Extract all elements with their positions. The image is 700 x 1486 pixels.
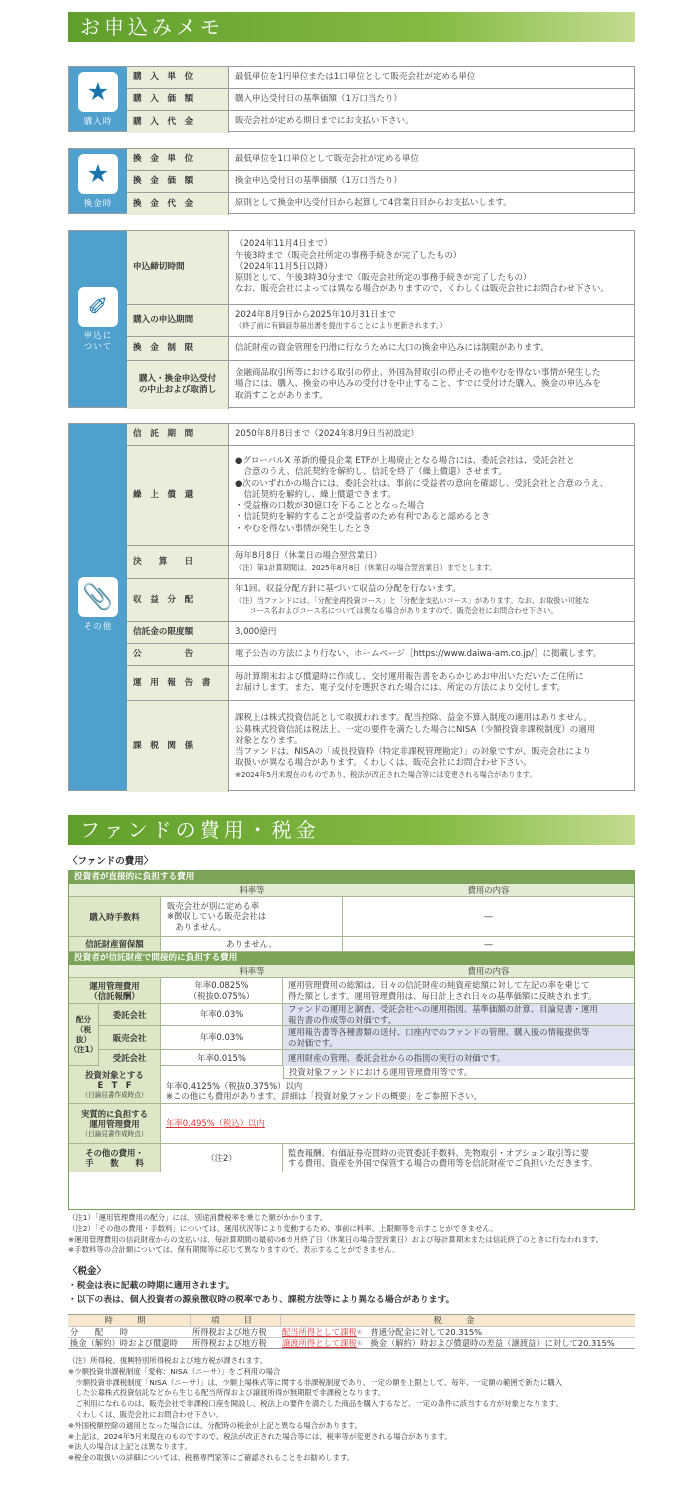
effective-row [69,1104,634,1144]
alloc-content: 運用財産の管理、委託会社からの指図の実行の対価です。 [283,1050,634,1066]
row-key: 購 入 単 位 [127,67,229,88]
row-value: 購入申込受付日の基準価額（1万口当たり） [235,93,402,104]
row-value: ●グローバルX 革新的優良企業 ETFが上場廃止となる場合には、委託会社は、受託会社と 合意のうえ、信託契約を解約し、信託を終了（繰上償還）させます。 ●次のいずれかの場合には、委託会社は、事前に受益者の意向を確認し、受託会社と合意のうえ、 信託契約を解約し、繰上償還できます。 ・受益権の口数が30億口を下ることとなった場合 ・信託契約を解約することが受益者のため有利であると認めるとき ・やむを得ない事情が発生したとき [235,456,609,534]
memo-row [127,193,634,215]
col-rate-header: 料率等 [161,884,343,897]
memo-row [127,305,634,337]
other-fees-label [69,1144,161,1172]
tax-col-tax: 税 金 [280,1315,635,1326]
row-value [229,305,634,336]
mgmt-fee-label [69,978,161,1003]
row-value [229,579,634,621]
tax-col-item: 項 目 [190,1315,280,1326]
fee-notes: （注1）「運用管理費用の配分」には、別途消費税率を乗じた額がかかります。 （注2）「その他の費用・手数料」については、運用状況等により変動するため、事前に料率、上限額等を示すことができません。 ※運用管理費用の信託財産からの支払いは、毎計算期間の最初の6カ月終了日（休業日の場合翌営業日）および毎計算期末または信託終了のときに行なわれます。 ※手数料等の合計額については、保有期間等に応じて異なりますので、表示することができません。 [68,1213,604,1255]
direct-cost-heading: 投資者が直接的に負担する費用 [69,871,634,884]
memo-row [127,446,634,546]
row-value-note: ※2024年5月末現在のものであり、税法が改正された場合等には変更される場合があります。 [235,769,537,779]
mgmt-fee-rate: 年率0.0825% （税抜0.075%） [161,978,283,1003]
effective-label-3: （目論見書作成時点） [81,1129,148,1138]
purchase-fee-row [69,897,634,937]
exchange-person-icon: ★ [78,154,118,194]
row-value-note: （注）第1計算期間は、2025年8月8日（休業日の場合翌営業日）までとします。 [235,562,497,572]
tax-note-mark: ④ [356,1329,363,1336]
tax-desc: 普通分配金に対して20.315% [370,1327,482,1337]
row-value: 2050年8月8日まで（2024年8月9日当初設定） [235,428,419,439]
row-value: （2024年11月4日まで） 午後3時まで（販売会社所定の事務手続きが完了したもの） （2024年11月5日以降） 原則として、午後3時30分まで（販売会社所定の事務手続きが完了したもの） なお、販売会社によっては異なる場合がありますので、くわしくは販売会社にお問合わせ下さい。 [235,239,609,295]
tax-row [68,1326,635,1337]
memo-row [127,111,634,133]
alloc-party: 販売会社 [99,1026,161,1049]
row-key: 信 託 期 間 [127,424,229,445]
row-key: 公 告 [127,644,229,665]
other-fees-label-2: 手 数 料 [85,1158,144,1168]
exchange-side [69,149,127,213]
row-value: 販売会社が定める期日までにお支払い下さい。 [235,116,414,127]
memo-row [127,149,634,171]
purchase-fee-label: 購入時手数料 [69,897,161,936]
tax-time: 換金（解約）時および償還時 [70,1338,178,1348]
row-value-main: 2024年8月9日から2025年10月31日まで [235,309,396,320]
tax-note-mark: ④ [356,1340,363,1347]
memo-row [127,579,634,622]
tax-notes: （注）所得税、復興特別所得税および地方税が課されます。 ※少額投資非課税制度「愛称：NISA（ニーサ）」をご利用の場合 少額投資非課税制度「NISA（ニーサ）」は、少額上場株式等に関する非課税制度であり、一定の額を上限として、毎年、一定額の範囲で新たに購入 した公募株式投資信託などから生じる配当所得および譲渡所得が無期限で非課税となります。 ご利用になれるのは、販売会社で非課税口座を開設し、税法上の要件を満たした商品を購入するなど、一定の条件に該当する方が対象となります。 くわしくは、販売会社にお問合わせ下さい。 ※外国税額控除の適用となった場合には、分配時の税金が上記と異なる場合があります。 ※上記は、2024年5月末現在のものですので、税法が改正された場合等には、税率等が変更される場合があります。 ※法人の場合は上記とは異なります。 ※税金の取扱いの詳細については、税務専門家等にご確認されることをお勧めします。 [68,1356,563,1463]
alloc-rate: 年率0.015% [161,1050,283,1066]
tax-item: 所得税および地方税 [192,1338,267,1348]
row-value: 信託財産の資金管理を円滑に行なうために大口の換金申込みには制限があります。 [235,342,549,353]
alloc-row [99,1004,634,1026]
application-label-2: ついて [83,342,113,352]
tax-bullet: ・税金は表に記載の時期に適用されます。 [68,1281,235,1291]
row-key: 運 用 報 告 書 [127,666,229,700]
exchange-label: 換金時 [83,199,113,209]
other-label: その他 [83,622,113,632]
mgmt-label-1: 運用管理費用 [89,980,140,991]
alloc-block [69,1004,634,1066]
row-value: 最低単位を1口単位として販売会社が定める単位 [235,153,419,164]
row-value [229,546,634,578]
effective-rate [161,1104,634,1143]
row-key: 決 算 日 [127,546,229,578]
reserve-label: 信託財産留保額 [69,937,161,951]
row-key: 換 金 価 額 [127,171,229,192]
row-key: 課 税 関 係 [127,701,229,792]
tax-tag: 配当所得として課税 [282,1327,357,1337]
tax-time: 分 配 時 [70,1327,129,1337]
tax-heading: 〈税金〉 [68,1266,107,1277]
alloc-label: 配分 （税抜） （注1） [69,1004,99,1065]
mgmt-label-2: （信託報酬） [89,990,140,1001]
pen-icon: ✐ [78,287,118,327]
fund-fees-heading: 〈ファンドの費用〉 [68,856,154,867]
application-label-1: 申込に [83,331,113,341]
tax-bullet: ・以下の表は、個人投資者の源泉徴収時の税率であり、課税方法等により異なる場合があります。 [68,1295,455,1305]
col-blank-header [69,884,161,897]
alloc-content: ファンドの運用と調査、受託会社への運用指図、基準価額の計算、目論見書・運用 報告書の作成等の対価です。 [283,1004,634,1025]
purchase-side [69,67,127,131]
col-content-header-2: 費用の内容 [343,965,634,978]
other-fees-row [69,1144,634,1172]
row-value: 金融商品取引所等における取引の停止、外国為替取引の停止その他やむを得ない事情が発生した 場合には、購入、換金の申込みの受付けを中止すること、すでに受付けた購入、換金の申込みを 取消すことがあります。 [235,368,601,401]
alloc-rate: 年率0.03% [161,1004,283,1025]
row-value: 電子公告の方法により行ない、ホームページ［https://www.daiwa-am.co.jp/］に掲載します。 [235,648,602,659]
etf-top: 投資対象ファンドにおける運用管理費用等です。 [283,1066,634,1079]
row-key: 購入の申込期間 [127,305,229,336]
mgmt-fee-row [69,978,634,1004]
etf-label-3: （目論見書作成時点） [81,1090,148,1099]
other-fees-content: 監査報酬、有価証券売買時の売買委託手数料、先物取引・オプション取引等に要 する費用、資産を外国で保管する場合の費用等を信託財産でご負担いただきます。 [288,1147,598,1168]
reserve-content: ― [484,938,493,949]
reserve-rate: ありません。 [161,937,343,951]
row-value [229,701,634,792]
alloc-party: 受託会社 [99,1050,161,1066]
etf-rate: 年率0.4125%（税抜0.375%）以内 ※この他にも費用があります。詳細は「投資対象ファンドの概要」をご参照下さい。 [166,1080,483,1101]
row-key: 購入・換金申込受付 の中止および取消し [127,361,229,409]
purchase-fee-rate: 販売会社が別に定める率 ※徴収している販売会社は ありません。 [161,897,343,936]
exchange-group [68,148,635,214]
purchase-person-icon: ★ [78,72,118,112]
row-key: 購 入 価 額 [127,89,229,110]
memo-row [127,231,634,305]
application-side [69,231,127,407]
alloc-rate: 年率0.03% [161,1026,283,1049]
tax-tag: 譲渡所得として課税 [282,1338,357,1348]
indirect-cost-heading: 投資者が信託財産で間接的に負担する費用 [69,952,634,965]
effective-label [69,1104,161,1143]
memo-row [127,701,634,792]
row-key: 換 金 代 金 [127,193,229,215]
memo-row [127,89,634,111]
memo-row [127,424,634,446]
etf-label-2: E T F [97,1079,132,1090]
row-value-note: （終了前に有価証券届出書を提出することにより更新されます。） [235,321,447,331]
effective-rate-text: 年率0.495%（税込）以内 [166,1118,265,1129]
tax-desc: 換金（解約）時および償還時の差益（譲渡益）に対して20.315% [370,1338,615,1348]
row-value: 原則として換金申込受付日から起算して4営業日目からお支払いします。 [235,198,512,209]
row-key: 信託金の限度額 [127,622,229,643]
tax-col-time: 時 期 [68,1315,190,1326]
memo-row [127,171,634,193]
section-title-fees: ファンドの費用・税金 [68,815,635,845]
other-group [68,423,635,791]
other-side [69,424,127,790]
paperclip-icon: 📎 [78,577,118,617]
other-fees-rate: （注2） [161,1144,283,1172]
row-value-note: （注）当ファンドには、「分配金再投資コース」と「分配金支払いコース」があります。なお、お取扱い可能な コース名およびコース名については異なる場合がありますので、販売会社にお問合わせ下さい。 [235,595,590,615]
effective-label-2: 運用管理費用 [89,1118,140,1129]
purchase-label: 購入時 [83,117,113,127]
row-key: 収 益 分 配 [127,579,229,621]
memo-row [127,361,634,409]
etf-row [69,1066,634,1104]
col-rate-header-2: 料率等 [161,965,343,978]
row-key: 換 金 単 位 [127,149,229,170]
alloc-party: 委託会社 [99,1004,161,1025]
row-key: 購 入 代 金 [127,111,229,133]
memo-row [127,67,634,89]
section-title-memo: お申込みメモ [68,12,635,42]
tax-item: 所得税および地方税 [192,1327,267,1337]
row-key: 繰 上 償 還 [127,446,229,545]
application-group [68,230,635,408]
mgmt-fee-content: 運用管理費用の総額は、日々の信託財産の純資産総額に対して左記の率を乗じて 得た額とします。運用管理費用は、毎日計上され日々の基準価額に反映されます。 [288,980,597,1001]
tax-row [68,1337,635,1348]
row-value: 毎計算期末および償還時に作成し、交付運用報告書をあらかじめお申出いただいたご住所に お届けします。また、電子交付を選択された場合には、所定の方法により交付します。 [235,671,584,693]
etf-label-1: 投資対象とする [85,1069,144,1080]
purchase-group [68,66,635,132]
fund-fee-table [68,870,635,1210]
tax-desc-cell [282,1338,635,1349]
memo-row [127,337,634,361]
row-key: 換 金 制 限 [127,337,229,360]
memo-row [127,644,634,666]
memo-row [127,546,634,579]
memo-row [127,622,634,644]
alloc-row [99,1026,634,1050]
tax-table [68,1314,635,1349]
row-key: 申込締切時間 [127,231,229,304]
row-value: 最低単位を1円単位または1口単位として販売会社が定める単位 [235,71,476,82]
col-content-header: 費用の内容 [343,884,634,897]
memo-row [127,666,634,701]
alloc-content: 運用報告書等各種書類の送付、口座内でのファンドの管理、購入後の情報提供等 の対価です。 [283,1026,634,1049]
other-fees-label-1: その他の費用・ [85,1148,144,1158]
col-blank-header-2 [69,965,161,978]
row-value: 換金申込受付日の基準価額（1万口当たり） [235,175,402,186]
alloc-row [99,1050,634,1066]
etf-label [69,1066,161,1103]
purchase-fee-content: ― [484,911,493,922]
row-value-main: 年1回、収益分配方針に基づいて収益の分配を行ないます。 [235,584,461,595]
reserve-row [69,937,634,952]
row-value: 3,000億円 [235,626,277,637]
row-value-main: 毎年8月8日（休業日の場合翌営業日） [235,551,382,562]
row-value-main: 課税上は株式投資信託として取扱われます。配当控除、益金不算入制度の適用はありません。 公募株式投資信託は税法上、一定の要件を満たした場合にNISA（少額投資非課税制度）の適用 対象となります。 当ファンドは、NISAの「成長投資枠（特定非課税管理勘定）」の対象ですが、販売会社により 取扱いが異なる場合があります。くわしくは、販売会社にお問合わせ下さい。 [235,713,596,769]
effective-label-1: 実質的に負担する [81,1108,148,1119]
